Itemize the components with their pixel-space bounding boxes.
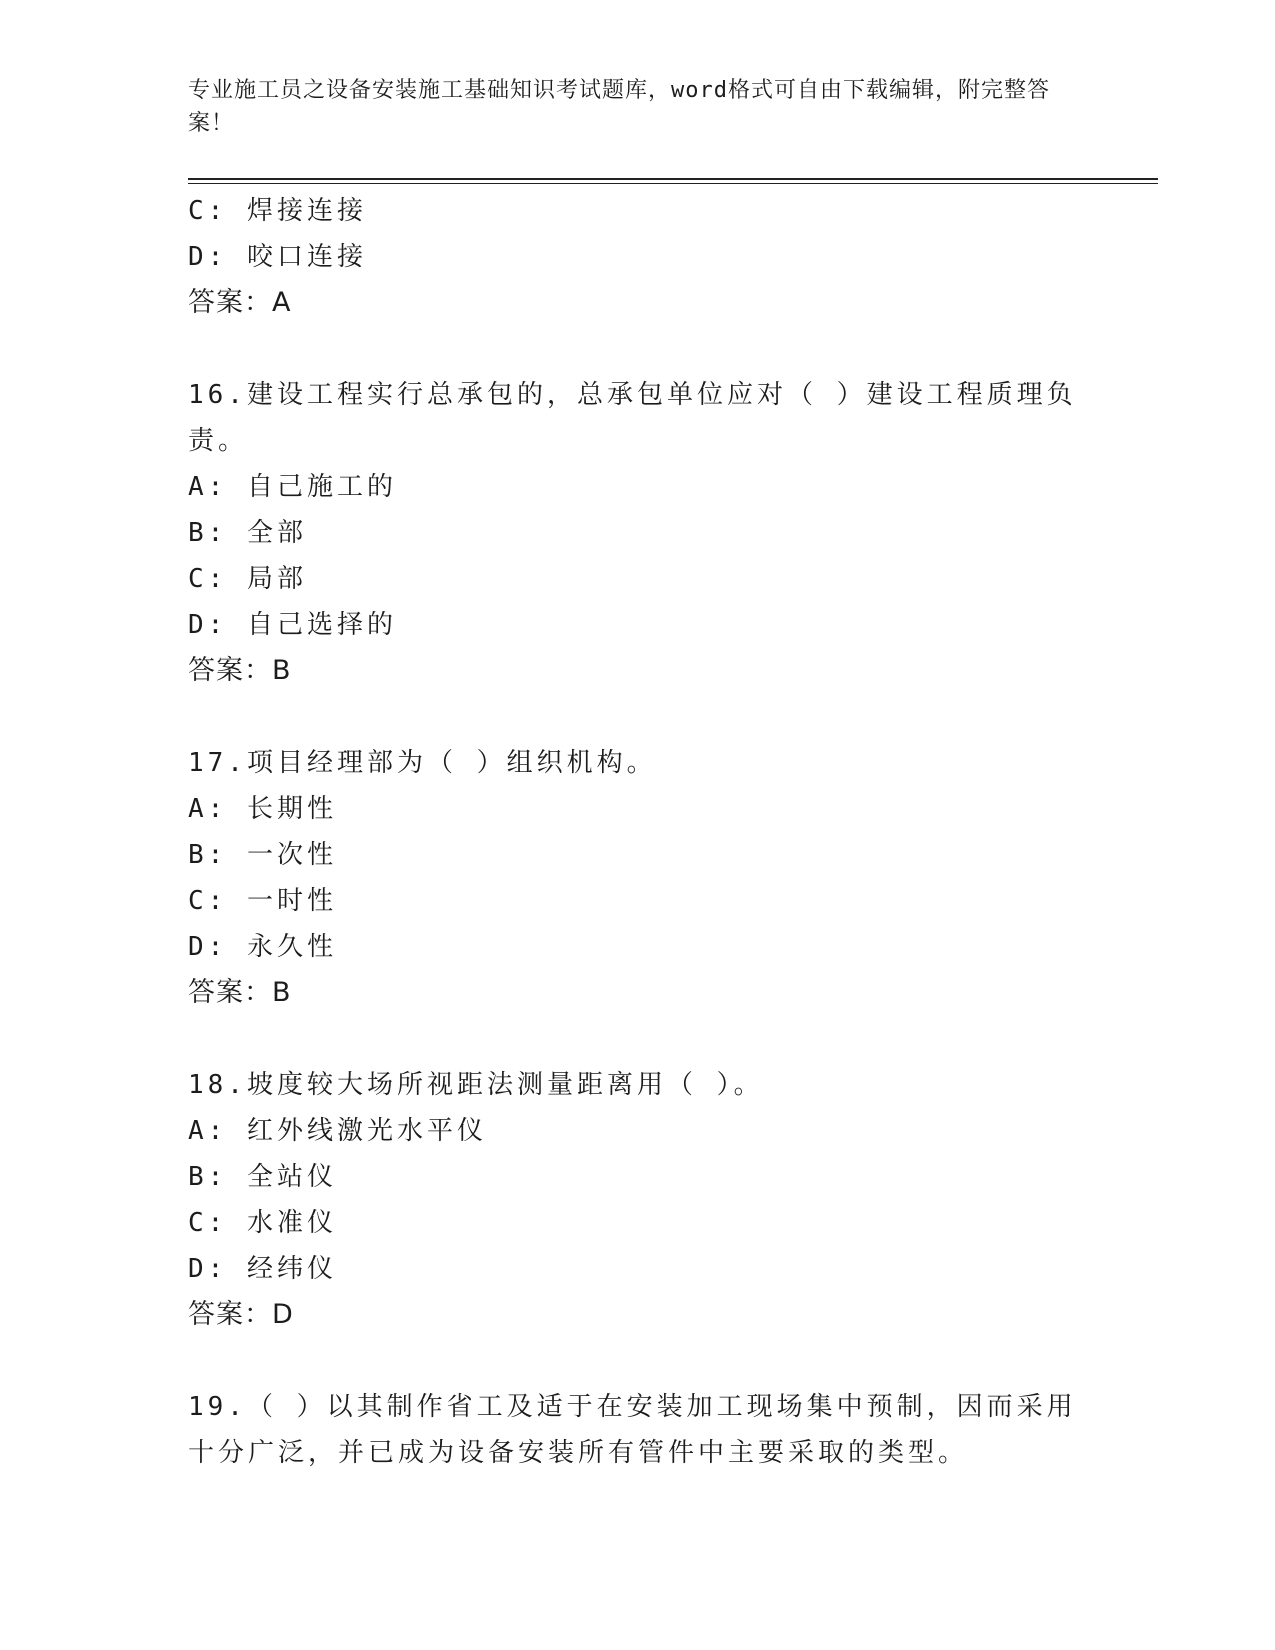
option-d: D: 永久性 (188, 932, 337, 962)
prev-question-block (188, 188, 1078, 326)
question-stem: 17.项目经理部为（ ）组织机构。 (188, 748, 657, 778)
option-a: A: 长期性 (188, 794, 337, 824)
option-d: D: 咬口连接 (188, 242, 367, 272)
option-b: B: 一次性 (188, 840, 337, 870)
answer-line: 答案：A (188, 287, 292, 318)
option-c: C: 一时性 (188, 886, 337, 916)
header-divider (188, 178, 1158, 180)
answer-line: 答案：B (188, 655, 292, 686)
option-a: A: 红外线激光水平仪 (188, 1116, 487, 1146)
question-stem: 19.（ ）以其制作省工及适于在安装加工现场集中预制，因而采用十分广泛，并已成为设备安装所有管件中主要采取的类型。 (188, 1392, 1077, 1468)
option-b: B: 全部 (188, 518, 307, 548)
option-d: D: 经纬仪 (188, 1254, 337, 1284)
option-d: D: 自己选择的 (188, 610, 397, 640)
option-a: A: 自己施工的 (188, 472, 397, 502)
question-19 (188, 1384, 1078, 1476)
answer-line: 答案：B (188, 977, 292, 1008)
question-stem: 16.建设工程实行总承包的，总承包单位应对（ ）建设工程质理负责。 (188, 380, 1077, 456)
question-stem: 18.坡度较大场所视距法测量距离用（ ）。 (188, 1070, 764, 1100)
option-b: B: 全站仪 (188, 1162, 337, 1192)
document-header (188, 74, 1068, 140)
option-c: C: 水准仪 (188, 1208, 337, 1238)
header-divider-thin (188, 183, 1158, 184)
header-text: 专业施工员之设备安装施工基础知识考试题库，word格式可自由下载编辑，附完整答案！ (188, 78, 1050, 136)
question-18 (188, 1062, 1078, 1338)
question-list (188, 188, 1078, 1476)
option-c: C: 局部 (188, 564, 307, 594)
question-16 (188, 372, 1078, 694)
option-c: C: 焊接连接 (188, 196, 367, 226)
question-17 (188, 740, 1078, 1016)
answer-line: 答案：D (188, 1299, 294, 1330)
